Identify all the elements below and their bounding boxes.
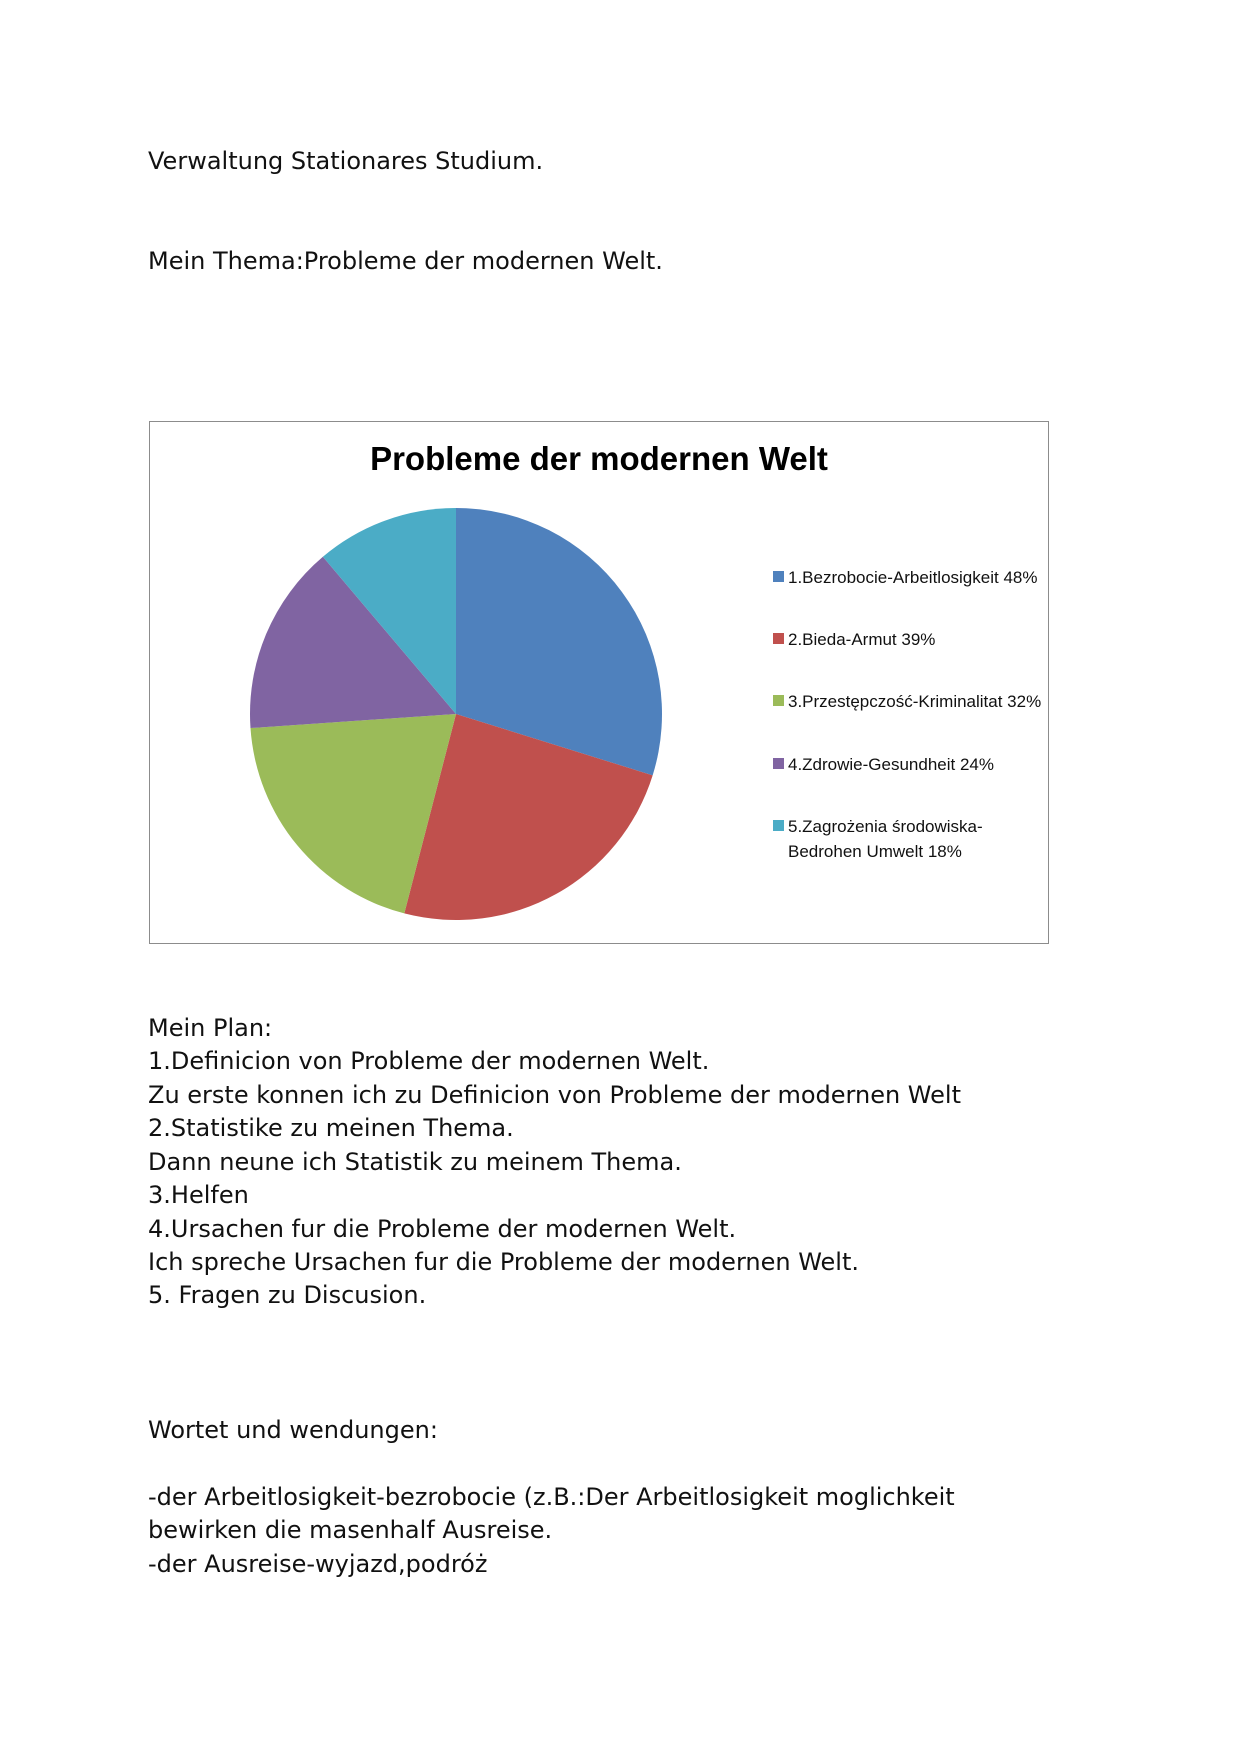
- legend-label: 3.Przestępczość-Kriminalitat 32%: [788, 692, 1042, 711]
- legend-label: 1.Bezrobocie-Arbeitlosigkeit 48%: [788, 568, 1038, 587]
- legend-swatch: [773, 695, 784, 706]
- vocab-line: -der Arbeitlosigkeit-bezrobocie (z.B.:Der Arbeitlosigkeit moglichkeit: [148, 1483, 955, 1511]
- plan-line: Dann neune ich Statistik zu meinem Thema.: [148, 1148, 682, 1176]
- pie-svg: [150, 422, 1047, 942]
- topic-line: Mein Thema:Probleme der modernen Welt.: [148, 247, 663, 275]
- plan-line: 5. Fragen zu Discusion.: [148, 1281, 427, 1309]
- plan-line: 2.Statistike zu meinen Thema.: [148, 1114, 514, 1142]
- plan-line: Ich spreche Ursachen fur die Probleme der modernen Welt.: [148, 1248, 859, 1276]
- plan-line: Zu erste konnen ich zu Definicion von Probleme der modernen Welt: [148, 1081, 961, 1109]
- legend-swatch: [773, 758, 784, 769]
- chart-title: Probleme der modernen Welt: [370, 440, 828, 477]
- plan-line: 3.Helfen: [148, 1181, 249, 1209]
- course-line: Verwaltung Stationares Studium.: [148, 147, 544, 175]
- vocab-heading: Wortet und wendungen:: [148, 1416, 438, 1444]
- vocab-line: -der Ausreise-wyjazd,podróż: [148, 1550, 488, 1578]
- legend-label: 4.Zdrowie-Gesundheit 24%: [788, 755, 995, 774]
- legend-swatch: [773, 633, 784, 644]
- legend-label: 5.Zagrożenia środowiska- Bedrohen Umwelt 18%: [788, 817, 983, 861]
- plan-line: 1.Definicion von Probleme der modernen Welt.: [148, 1047, 710, 1075]
- plan-line: 4.Ursachen fur die Probleme der modernen Welt.: [148, 1215, 737, 1243]
- vocab-line: bewirken die masenhalf Ausreise.: [148, 1516, 553, 1544]
- legend-swatch: [773, 820, 784, 831]
- legend-label: 2.Bieda-Armut 39%: [788, 630, 936, 649]
- pie-chart: [149, 421, 1049, 944]
- plan-heading: Mein Plan:: [148, 1014, 273, 1042]
- legend-swatch: [773, 571, 784, 582]
